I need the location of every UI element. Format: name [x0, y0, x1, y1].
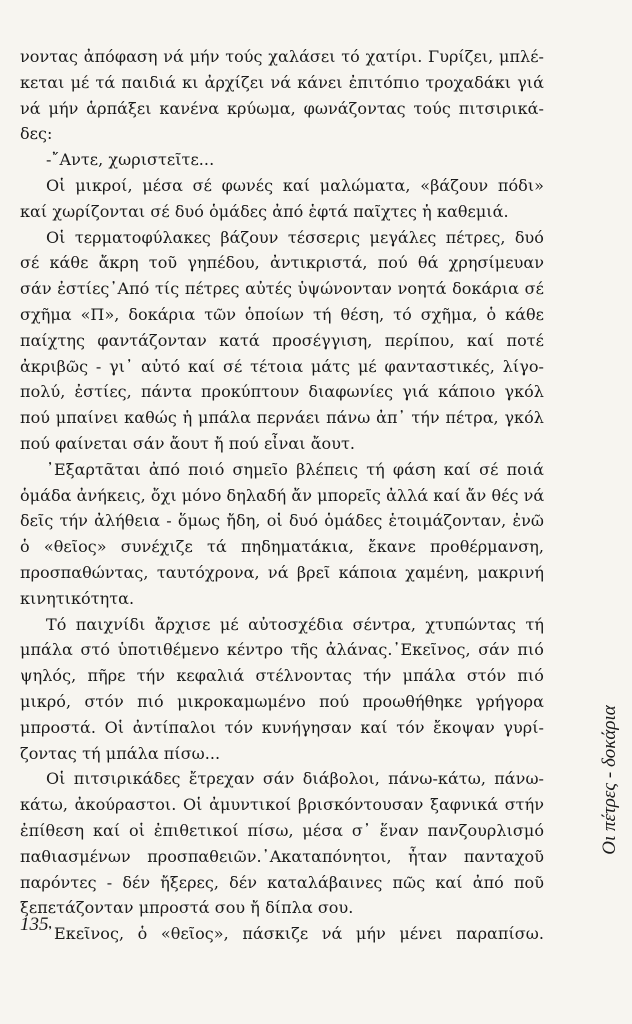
text-line: Τό παιχνίδι ἄρχισε μέ αὐτοσχέδια σέντρα, χτυπώντας τή — [46, 614, 544, 634]
text-line: δεῖς τήν ἀλήθεια - ὅμως ἤδη, οἱ δυό ὁμάδες ἑτοιμάζονταν, ἐνῶ — [20, 511, 544, 531]
text-line: πού μπαίνει καθώς ἡ μπάλα περνάει πάνω ἀπ᾽ τήν πέτρα, γκόλ — [20, 408, 544, 428]
text-line: μπάλα στό ὑποτιθέμενο κέντρο τῆς ἀλάνας.᾽Εκεῖνος, σάν πιό — [20, 640, 544, 660]
body-text — [20, 44, 544, 947]
text-line: ζοντας τή μπάλα πίσω... — [20, 743, 221, 763]
text-line: πού φαίνεται σάν ἄουτ ἤ πού εἶναι ἄουτ. — [20, 433, 356, 453]
running-head-text: Οι πέτρες - δοκάρια — [599, 705, 620, 855]
text-line: Οἱ τερματοφύλακες βάζουν τέσσερις μεγάλες πέτρες, δυό — [46, 227, 544, 247]
text-line: σέ κάθε ἄκρη τοῦ γηπέδου, ἀντικριστά, πού θά χρησίμευαν — [20, 253, 544, 273]
text-line: πολύ, ἐστίες, πάντα προκύπτουν διαφωνίες γιά κάποιο γκόλ — [20, 382, 544, 402]
text-line: σχῆμα «Π», δοκάρια τῶν ὁποίων τή θέση, τό σχῆμα, ὁ κάθε — [20, 304, 544, 324]
text-line: Οἱ πιτσιρικάδες ἔτρεχαν σάν διάβολοι, πάνω-κάτω, πάνω- — [46, 769, 544, 789]
text-line: ᾽Εκεῖνος, ὁ «θεῖος», πάσκιζε νά μήν μένει παραπίσω. — [46, 924, 544, 944]
text-line: ὁ «θεῖος» συνέχιζε τά πηδηματάκια, ἔκανε προθέρμανση, — [20, 537, 544, 557]
text-line: κινητικότητα. — [20, 588, 135, 608]
text-line: κεται μέ τά παιδιά κι ἀρχίζει νά κάνει ἐπιτόπιο τροχαδάκι γιά — [20, 72, 544, 92]
text-line: παρόντες - δέν ἤξερες, δέν καταλάβαινες πῶς καί ἀπό ποῦ — [20, 872, 544, 892]
text-line: νά μήν ἁρπάξει κανένα κρύωμα, φωνάζοντας τούς πιτσιρικά- — [20, 98, 544, 118]
text-line: ψηλός, πῆρε τήν κεφαλιά στέλνοντας τήν μπάλα στόν πιό — [20, 666, 544, 686]
running-head — [598, 660, 622, 900]
page-number: 135 — [20, 914, 49, 935]
text-line: δες: — [20, 124, 53, 144]
text-line: Οἱ μικροί, μέσα σέ φωνές καί μαλώματα, «βάζουν πόδι» — [46, 175, 544, 195]
text-line: νοντας ἀπόφαση νά μήν τούς χαλάσει τό χατίρι. Γυρίζει, μπλέ- — [20, 47, 544, 66]
text-line: παθιασμένων προσπαθειῶν.᾽Ακαταπόνητοι, ἦταν πανταχοῦ — [20, 846, 544, 866]
text-line: παίχτης φαντάζονταν κατά προσέγγιση, περίπου, καί ποτέ — [20, 330, 544, 350]
text-line: ἀκριβῶς - γι᾽ αὐτό καί σέ τέτοια μάτς μέ φανταστικές, λίγο- — [20, 356, 544, 376]
text-line: ὁμάδα ἀνήκεις, ὄχι μόνο δηλαδή ἄν μπορεῖς ἀλλά καί ἄν θές νά — [20, 485, 545, 505]
text-line: μπροστά. Οἱ ἀντίπαλοι τόν κυνήγησαν καί τόν ἔκοψαν γυρί- — [20, 717, 544, 737]
text-line: ᾽Εξαρτᾶται ἀπό ποιό σημεῖο βλέπεις τή φάση καί σέ ποιά — [46, 459, 544, 479]
text-line: κάτω, ἀκούραστοι. Οἱ ἀμυντικοί βρισκόντουσαν ξαφνικά στήν — [20, 795, 544, 815]
text-line: προσπαθώντας, ταυτόχρονα, νά βρεῖ κάποια χαμένη, μακρινή — [20, 562, 544, 582]
text-line: ἐπίθεση καί οἱ ἐπιθετικοί πίσω, μέσα σ᾽ ἕναν πανζουρλισμό — [20, 820, 544, 840]
text-line: καί χωρίζονται σέ δυό ὁμάδες ἀπό ἑφτά παῖχτες ἡ καθεμιά. — [20, 201, 509, 221]
text-line: ξεπετάζονταν μπροστά σου ἤ δίπλα σου. — [20, 898, 354, 918]
text-line: σάν ἐστίες᾽Από τίς πέτρες αὐτές ὑψώνονταν νοητά δοκάρια σέ — [20, 279, 544, 299]
text-line: -῎Αντε, χωριστεῖτε... — [46, 150, 215, 170]
text-line: μικρό, στόν πιό μικροκαμωμένο πού προωθήθηκε γρήγορα — [20, 691, 544, 711]
